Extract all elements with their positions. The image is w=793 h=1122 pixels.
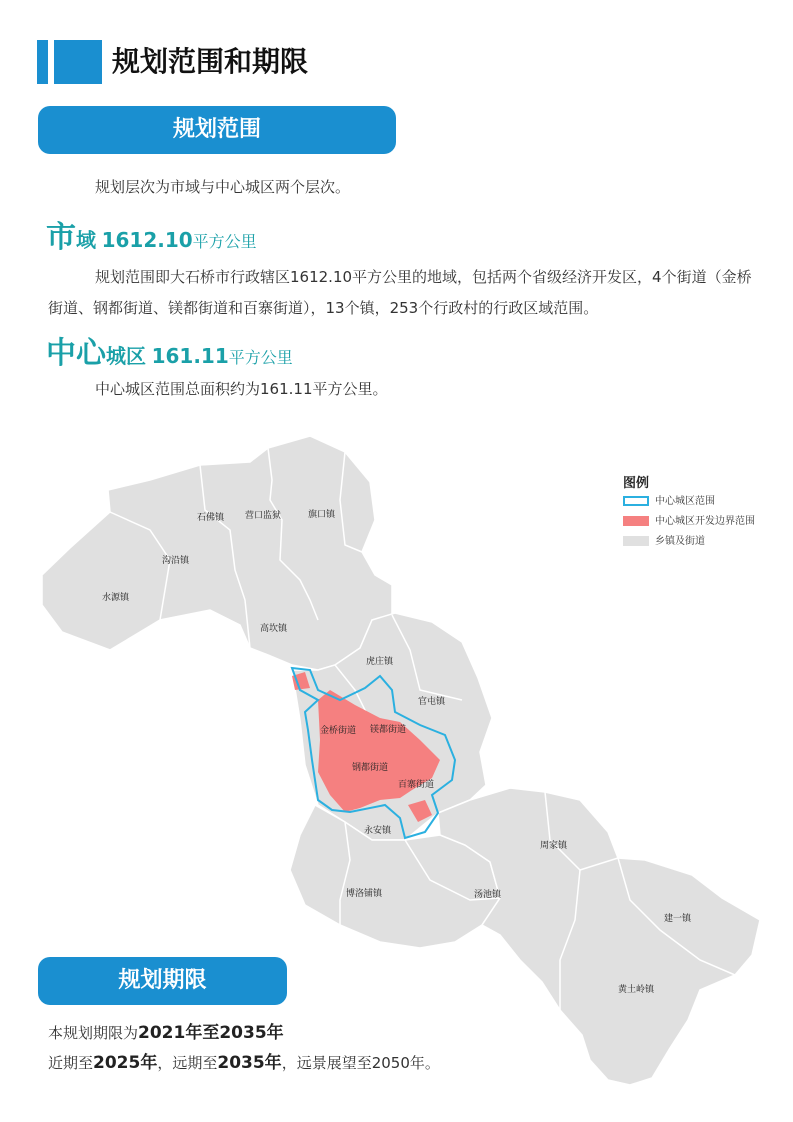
region-north [42,436,392,670]
legend-swatch-development [623,516,649,526]
label-huzhuang: 虎庄镇 [366,657,394,667]
city-heading-big: 市 [46,220,76,255]
center-heading-rest: 城区 [106,344,146,368]
header-accent-block [54,40,102,84]
legend-title: 图例 [623,476,650,491]
page-title: 规划范围和期限 [112,45,309,78]
city-area-unit: 平方公里 [192,232,257,251]
header-accent-bar [37,40,48,84]
label-shuiyuan: 水源镇 [102,593,130,603]
period-line1-prefix: 本规划期限为 [48,1024,139,1042]
region-southeast [438,788,760,1085]
city-area-heading [46,212,257,256]
label-tangchi: 汤池镇 [474,890,502,900]
intro-text: 规划层次为市域与中心城区两个层次。 [95,178,351,196]
period-line2-near: 2025年 [93,1053,158,1073]
label-jinqiao: 金桥街道 [320,726,357,736]
legend-item-central [623,492,715,506]
legend-item-development [623,512,755,526]
label-huangtuling: 黄土岭镇 [618,985,655,995]
label-meidu: 镁都街道 [370,725,407,735]
city-heading-rest: 域 [76,228,96,252]
center-description: 中心城区范围总面积约为161.11平方公里。 [95,380,388,398]
label-zhoujia: 周家镇 [540,841,568,851]
legend-label-development: 中心城区开发边界范围 [655,516,755,527]
legend-item-towns [623,532,705,546]
legend-label-central: 中心城区范围 [655,496,715,507]
period-line1-range: 2021年至2035年 [138,1023,284,1043]
period-line2-far: 2035年 [217,1053,282,1073]
center-area-value: 161.11 [151,344,229,368]
label-bolu: 博洛铺镇 [346,889,383,899]
legend-label-towns: 乡镇及街道 [655,536,705,547]
period-line-2 [48,1048,440,1073]
center-area-unit: 平方公里 [228,348,293,367]
city-description: 规划范围即大石桥市行政辖区1612.10平方公里的地域，包括两个省级经济开发区，4个街道（金桥街道、钢都街道、镁都街道和百寨街道），13个镇，253个行政村的行政区域范围。 [48,268,752,317]
label-yongan: 永安镇 [364,826,392,836]
label-jianyi: 建一镇 [664,914,692,924]
label-yingkou: 营口监狱 [245,511,282,521]
legend-swatch-towns [623,536,649,546]
period-line2-a: 近期至 [48,1054,94,1072]
legend-swatch-central [623,496,649,506]
period-line-1 [48,1018,284,1043]
label-baizhai: 百寨街道 [398,780,435,790]
label-gangdu: 钢都街道 [352,763,389,773]
center-area-heading [46,328,293,372]
city-area-value: 1612.10 [101,228,193,252]
period-line2-c: ，远期至 [157,1054,218,1072]
section-pill-period: 规划期限 [38,957,287,1005]
center-heading-big: 中心 [46,336,106,371]
label-gaokan: 高坎镇 [260,624,288,634]
section-pill-scope: 规划范围 [38,106,396,154]
label-shifo: 石佛镇 [197,513,225,523]
label-goumei: 沟沿镇 [162,556,190,566]
label-guantun: 官屯镇 [418,697,446,707]
label-qikou: 旗口镇 [308,510,336,520]
period-line2-e: ，远景展望至2050年。 [281,1054,440,1072]
